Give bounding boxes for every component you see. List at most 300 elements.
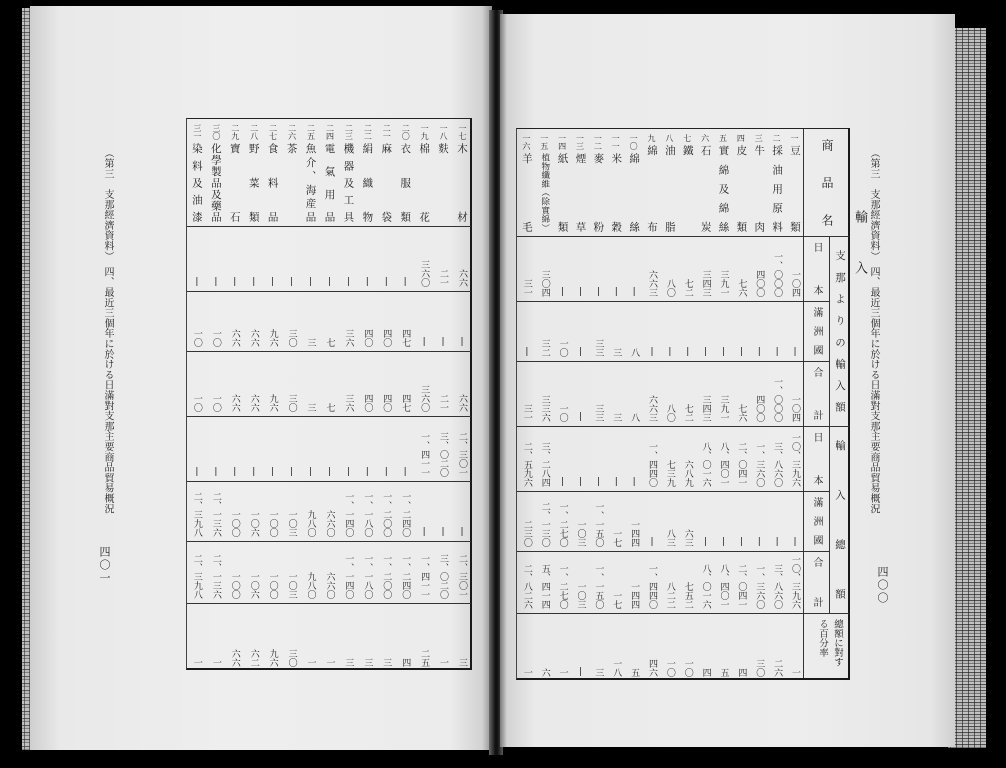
cell-china-import-japan: 二一 [438,269,449,287]
cell-total-import-total: 一、二七〇 [557,564,568,609]
cell-china-import-total: 四七 [400,394,411,412]
cell-total-import-japan: 一、四一一 [419,432,430,477]
cell-china-share-percent: 一 [790,668,800,677]
cell-china-import-total: 一〇四 [790,395,800,422]
cell-china-share-percent: 一 [210,658,221,667]
cell-china-import-japan: 三六〇 [419,260,430,287]
cell-china-import-total: 一、〇〇〇 [772,377,783,422]
commodity-column [678,129,696,678]
commodity-name-cell [678,129,696,236]
row-rule [187,291,471,292]
cell-total-import-manchukuo: 一、二〇〇 [381,492,392,537]
cell-china-import-japan: 三一 [521,279,532,297]
cell-total-import-japan: 三、二八四 [539,442,550,487]
commodity-number: 六 [700,134,710,142]
cell-total-import-japan: 一、四四〇 [647,442,657,487]
commodity-number: 二五 [306,124,316,140]
cell-total-import-japan: | [191,467,202,477]
cell-china-share-percent: 一八 [611,659,622,677]
commodity-name: 食料品 [266,143,279,222]
cell-total-import-total: 一七 [611,591,622,609]
cell-total-import-total: 一、三六〇 [754,564,765,609]
cell-china-import-total: 六六 [229,394,240,412]
header-total-import-manchukuo: 滿洲國 [811,497,822,545]
cell-china-import-japan: | [557,287,568,297]
row-rule [187,226,471,227]
commodity-name-cell [696,129,714,236]
commodity-name: 電氣用品 [323,143,336,222]
commodity-number: 二九 [230,124,240,140]
cell-china-import-manchukuo: 四〇 [362,329,373,347]
commodity-name-cell [225,119,244,226]
cell-total-import-manchukuo: 一、一五〇 [593,502,604,547]
cell-china-import-total: 三〇 [286,394,297,412]
commodity-name-cell [206,119,225,226]
cell-china-import-total: 二一 [438,394,449,412]
cell-total-import-total: 八二二 [664,582,675,609]
commodity-column [660,129,678,678]
row-rule [517,426,849,427]
commodity-name: 衣服類 [399,143,412,222]
commodity-name: 煙草 [574,153,587,232]
commodity-number: 三 [754,134,764,142]
cell-total-import-japan: | [400,467,411,477]
commodity-name-cell [244,119,263,226]
cell-china-share-percent: | [575,667,586,677]
cell-china-import-manchukuo: 九六 [267,329,278,347]
cell-china-import-japan: 六六 [456,269,467,287]
cell-china-import-manchukuo: | [521,347,532,357]
cell-total-import-total: 七五二 [682,582,693,609]
cell-china-import-japan: | [305,277,316,287]
row-rule [517,301,829,302]
commodity-column [338,119,357,668]
commodity-name: 魚介、海産品 [304,143,317,222]
cell-total-import-manchukuo: 六三 [682,529,693,547]
right-page [500,14,955,747]
cell-total-import-total: 九八〇 [305,572,316,599]
cell-china-import-total: 三三六 [539,395,550,422]
cell-china-import-total: 三三 [593,404,604,422]
commodity-number: 三〇 [211,124,221,140]
commodity-name: 寶石 [228,143,241,222]
commodity-name: 皮類 [735,145,748,232]
cell-china-import-total: 四〇〇 [754,395,765,422]
commodity-column [376,119,395,668]
cell-china-import-japan: 八〇 [664,279,675,297]
table-title: 輸入 [852,210,867,312]
cell-total-import-manchukuo: 一、二四〇 [400,492,411,537]
commodity-column [301,119,320,668]
cell-china-import-manchukuo: | [754,347,765,357]
cell-total-import-japan: | [557,477,568,487]
row-rule [187,603,471,604]
commodity-name-cell [606,129,624,236]
commodity-name: 石炭 [699,145,712,232]
cell-china-import-manchukuo: | [438,337,449,347]
cell-total-import-total: 二、三九八 [191,554,202,599]
commodity-column [206,119,225,668]
import-table-continued [186,118,472,670]
cell-china-import-japan: | [267,277,278,287]
commodity-column [263,119,282,668]
cell-china-import-japan: | [381,277,392,287]
commodity-name: 豆類 [789,145,801,232]
cell-total-import-manchukuo: | [700,537,711,547]
cell-total-import-manchukuo: 六六〇 [324,510,335,537]
cell-china-import-total: 七二 [682,404,693,422]
header-column-rule [803,129,804,678]
commodity-number: 一六 [521,134,531,150]
commodity-number: 一八 [439,124,449,140]
cell-china-share-percent: 六六 [229,649,240,667]
cell-china-share-percent: 三〇 [286,649,297,667]
cell-total-import-japan: 一、三六〇 [754,442,765,487]
left-page [30,6,492,750]
cell-china-share-percent: 一〇 [682,659,693,677]
cell-total-import-japan: | [629,477,640,487]
commodity-column [395,119,414,668]
commodity-column [517,129,535,678]
row-rule [187,416,471,417]
commodity-name-cell [785,129,803,236]
cell-china-import-japan: | [248,277,259,287]
cell-total-import-total: 三、八六〇 [772,564,783,609]
cell-total-import-manchukuo: | [438,527,449,537]
row-rule [517,551,829,552]
cell-total-import-manchukuo: 一、一四〇 [343,492,354,537]
cell-total-import-total: 一〇、三九六 [790,555,800,609]
cell-total-import-total: 一、四一一 [419,554,430,599]
cell-total-import-japan: | [229,467,240,477]
cell-china-share-percent: 二五 [419,649,430,667]
cell-total-import-japan: 八、〇一六 [700,442,711,487]
cell-china-share-percent: 三 [456,658,467,667]
cell-china-import-manchukuo: | [736,347,747,357]
commodity-column [767,129,785,678]
cell-china-import-total: 六六 [456,394,467,412]
cell-china-import-total: 三九一 [718,395,729,422]
cell-china-import-manchukuo: | [419,337,430,347]
cell-total-import-japan: 八、四〇一 [718,442,729,487]
commodity-column [225,119,244,668]
commodity-column [535,129,553,678]
running-header: （第三 支那經濟資料） 四、最近三個年に於ける日滿對支那主要商品貿易概況 [868,148,879,514]
cell-china-import-manchukuo: | [664,347,675,357]
cell-total-import-japan: | [305,467,316,477]
commodity-name-cell [376,119,395,226]
cell-china-import-total: | [575,412,586,422]
cell-china-import-total: 六六三 [647,395,657,422]
commodity-name: 植物纖維（除實綿） [539,153,550,232]
cell-total-import-total: 一、一四〇 [343,554,354,599]
cell-china-import-manchukuo: 七 [324,338,335,347]
row-rule [517,491,829,492]
commodity-name-cell [301,119,320,226]
commodity-number: 四 [736,134,746,142]
cell-total-import-japan: | [593,477,604,487]
cell-china-import-japan: | [362,277,373,287]
commodity-name: 麥粉 [592,153,605,232]
cell-total-import-manchukuo: | [736,537,747,547]
commodity-column [571,129,589,678]
cell-china-share-percent: 一 [191,658,202,667]
cell-china-share-percent: 一 [438,658,449,667]
commodity-number: 一七 [457,124,467,140]
row-rule [517,361,829,362]
cell-total-import-japan: | [324,467,335,477]
header-total-import-total: 合計 [811,557,822,607]
row-rule [187,481,471,482]
commodity-column [414,119,433,668]
cell-china-import-japan: 六六三 [647,270,657,297]
cell-china-import-japan: 一、〇〇〇 [772,252,783,297]
cell-total-import-manchukuo: 一〇〇 [229,510,240,537]
cell-china-import-japan: | [593,287,604,297]
cell-total-import-japan: 三、八六〇 [772,442,783,487]
cell-total-import-total: 一〇三 [286,572,297,599]
cell-china-share-percent: 三 [593,668,604,677]
cell-china-import-manchukuo: 四〇 [381,329,392,347]
cell-china-share-percent: 六二 [248,649,259,667]
commodity-name: 絹織物 [361,143,374,222]
cell-total-import-total: 二、一三六 [210,554,221,599]
cell-total-import-manchukuo: | [790,537,800,547]
cell-total-import-manchukuo: 一〇六 [248,510,259,537]
cell-total-import-japan: 七三九 [664,460,675,487]
cell-total-import-japan: | [210,467,221,477]
commodity-number: 五 [718,134,728,142]
cell-china-share-percent: 三 [381,658,392,667]
cell-total-import-manchukuo: | [754,537,765,547]
commodity-name-cell [624,129,642,236]
cell-china-import-total: 八〇 [664,404,675,422]
commodity-number: 一四 [557,134,567,150]
commodity-name-cell [642,129,660,236]
cell-total-import-japan: | [611,477,622,487]
cell-total-import-total: 五、四一四 [539,564,550,609]
cell-china-share-percent: 四 [736,668,747,677]
cell-china-import-japan: 四〇〇 [754,270,765,297]
commodity-name: 機器及工具 [342,143,355,222]
commodity-name: 棉花 [418,143,431,222]
cell-china-share-percent: 三〇 [754,659,765,677]
commodity-column [244,119,263,668]
cell-total-import-japan: 二、三〇一 [456,432,467,477]
cell-china-import-japan: | [611,287,622,297]
commodity-name-cell [433,119,452,226]
cell-total-import-manchukuo: | [647,537,657,547]
commodity-column [642,129,660,678]
cell-china-import-japan: | [229,277,240,287]
commodity-number: 二 [772,134,782,142]
commodity-number: 一五 [539,134,549,150]
cell-china-share-percent: 四 [700,668,711,677]
cell-total-import-manchukuo: | [772,537,783,547]
cell-china-import-japan: 一〇四 [790,270,800,297]
commodity-name-cell [714,129,732,236]
cell-china-import-manchukuo: | [575,347,586,357]
cell-china-share-percent: 五 [629,668,640,677]
header-china-import-manchukuo: 滿洲國 [811,307,822,355]
cell-china-import-manchukuo: 三 [305,338,316,347]
header-china-import-group: 支那よりの輸入額 [834,250,846,412]
cell-china-import-manchukuo: 三 [611,348,622,357]
cell-china-share-percent: 一 [305,658,316,667]
commodity-column [357,119,376,668]
cell-total-import-japan: 三、〇二〇 [438,432,449,477]
header-commodity-name: 商品名 [820,139,834,226]
cell-china-import-manchukuo: 四七 [400,329,411,347]
cell-total-import-manchukuo: | [419,527,430,537]
commodity-column [714,129,732,678]
cell-china-import-total: 四〇 [362,394,373,412]
cell-china-import-japan: | [324,277,335,287]
running-header: （第三 支那經濟資料） 四、最近三個年に於ける日滿對支那主要商品貿易概況 [102,148,113,514]
commodity-name-cell [414,119,433,226]
cell-china-import-total: 九六 [267,394,278,412]
cell-total-import-total: 一、二〇〇 [381,554,392,599]
cell-china-import-manchukuo: 六六 [229,329,240,347]
cell-china-share-percent: 三 [343,658,354,667]
commodity-name: 採油用原料 [771,145,784,232]
commodity-number: 二四 [325,124,335,140]
cell-total-import-japan: | [575,477,586,487]
commodity-name-cell [535,129,553,236]
cell-china-import-manchukuo: | [700,347,711,357]
cell-china-import-japan: 三九一 [718,270,729,297]
commodity-name-cell [553,129,571,236]
cell-total-import-japan: | [343,467,354,477]
cell-china-import-manchukuo: 一〇 [191,329,202,347]
cell-china-import-total: 三一 [521,404,532,422]
commodity-name-cell [187,119,206,226]
commodity-name: 米穀 [610,153,623,232]
commodity-name: 羊毛 [520,153,533,232]
cell-total-import-japan: | [381,467,392,477]
cell-china-import-japan: | [400,277,411,287]
cell-china-share-percent: 六 [539,668,550,677]
cell-china-import-manchukuo: 一〇 [557,339,568,357]
cell-china-import-japan: | [343,277,354,287]
commodity-name-cell [357,119,376,226]
commodity-name-cell [749,129,767,236]
cell-china-import-japan: 三〇四 [539,270,550,297]
cell-china-import-total: 三 [611,413,622,422]
commodity-name-cell [263,119,282,226]
commodity-column [785,129,803,678]
header-group-rule [829,236,830,613]
cell-china-share-percent: 四六 [647,659,657,677]
commodity-column [320,119,339,668]
commodity-name-cell [732,129,750,236]
page-number: 四〇一 [98,546,111,585]
cell-china-import-japan: 七二 [682,279,693,297]
commodity-column [749,129,767,678]
cell-china-share-percent: 四 [400,658,411,667]
commodity-name: 綿布 [646,145,658,232]
commodity-name: 綿絲 [628,153,641,232]
cell-china-import-japan: 七六 [736,279,747,297]
cell-total-import-manchukuo: 一、二七〇 [557,502,568,547]
commodity-name-cell [320,119,339,226]
cell-china-share-percent: 五 [718,668,729,677]
commodity-column [452,119,471,668]
cell-china-import-manchukuo: 六六 [248,329,259,347]
commodity-column [553,129,571,678]
cell-total-import-japan: 二、五九六 [521,442,532,487]
cell-total-import-manchukuo: 二、一三六 [210,492,221,537]
commodity-number: 一三 [575,134,585,150]
cell-china-import-japan: | [210,277,221,287]
cell-total-import-manchukuo: 八三 [664,529,675,547]
cell-total-import-total: 二、〇四一 [736,564,747,609]
commodity-number: 二八 [249,124,259,140]
row-rule [187,541,471,542]
cell-total-import-japan: | [248,467,259,477]
commodity-number: 一 [790,134,799,142]
cell-china-import-manchukuo: | [772,347,783,357]
cell-china-import-total: 六六 [248,394,259,412]
cell-china-import-manchukuo: | [718,347,729,357]
cell-china-import-total: 一〇 [210,394,221,412]
commodity-name-cell [395,119,414,226]
cell-total-import-total: 一〇〇 [267,572,278,599]
commodity-number: 二二 [363,124,373,140]
cell-total-import-total: 一、二四〇 [400,554,411,599]
cell-china-import-japan: | [629,287,640,297]
cell-total-import-manchukuo: 一〇〇 [267,510,278,537]
cell-china-share-percent: 一〇 [664,659,675,677]
cell-total-import-total: 二、三〇一 [456,554,467,599]
commodity-column [732,129,750,678]
commodity-name: 牛肉 [753,145,766,232]
commodity-number: 二六 [287,124,297,140]
header-china-share-percent: 總額に對する百分率 [817,619,843,667]
cell-china-import-total: 一〇 [191,394,202,412]
cell-china-import-total: 八 [629,413,640,422]
cell-china-import-manchukuo: | [790,347,800,357]
cell-total-import-total: 八、〇一六 [700,564,711,609]
row-rule [517,236,849,237]
commodity-name-cell [338,119,357,226]
commodity-number: 一一 [611,134,621,150]
commodity-number: 三一 [192,124,202,140]
cell-china-import-manchukuo: 三二 [539,339,550,357]
commodity-name: 麩 [437,143,450,154]
commodity-column [187,119,206,668]
cell-total-import-manchukuo: | [718,537,729,547]
commodity-name: 鐵 [681,145,694,156]
header-china-import-total: 合計 [811,367,822,420]
cell-china-share-percent: 一 [557,668,568,677]
commodity-column [624,129,642,678]
row-rule [517,613,849,614]
cell-china-import-manchukuo: | [647,347,657,357]
cell-china-import-manchukuo: 三〇 [286,329,297,347]
cell-total-import-manchukuo: 二三〇 [521,520,532,547]
cell-china-import-total: 三六〇 [419,385,430,412]
cell-china-import-japan: | [191,277,202,287]
cell-china-share-percent: 二六 [772,659,783,677]
cell-china-import-japan: 三四三 [700,270,711,297]
cell-china-import-manchukuo: 八 [629,348,640,357]
cell-total-import-total: 一、一八〇 [362,554,373,599]
cell-china-import-total: 七六 [736,404,747,422]
cell-total-import-manchukuo: 一〇三 [575,520,586,547]
cell-total-import-manchukuo: 二、三九八 [191,492,202,537]
cell-total-import-japan: 一〇、三九六 [790,433,800,487]
